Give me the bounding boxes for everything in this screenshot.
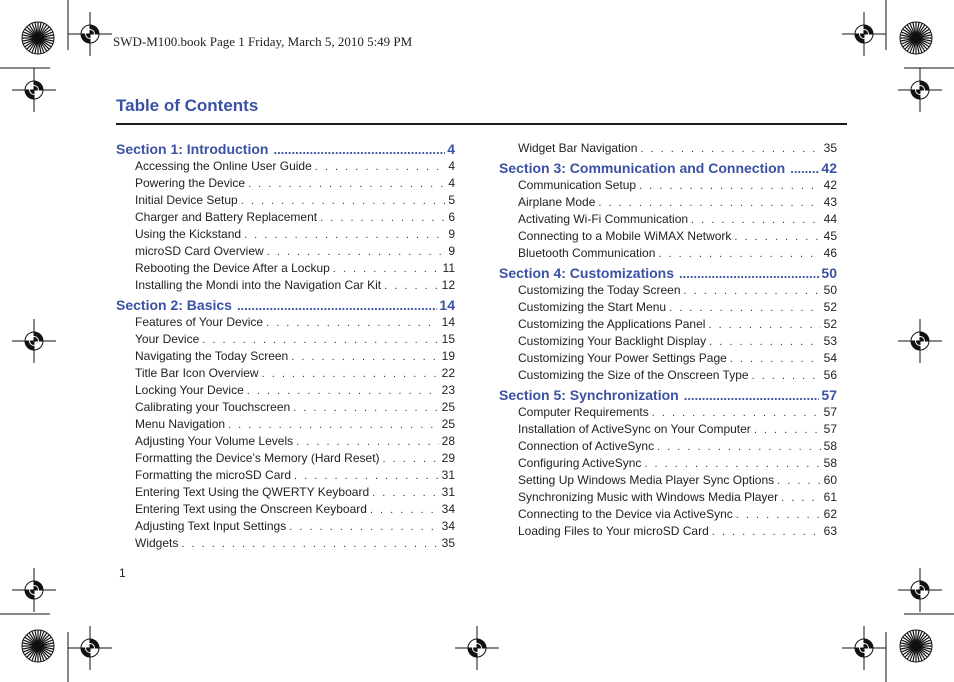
dot-leader: [289, 519, 438, 536]
toc-entry-link[interactable]: [499, 316, 837, 333]
dot-leader: [781, 490, 821, 507]
toc-entry-link[interactable]: [116, 484, 455, 501]
dot-leader: [657, 439, 821, 456]
toc-page-number: 14: [441, 315, 455, 329]
toc-entry-label: Customizing Your Backlight Display: [518, 334, 707, 348]
toc-entry-label: Bluetooth Communication: [518, 246, 656, 260]
dot-leader: [241, 193, 446, 210]
toc-entry-label: Installation of ActiveSync on Your Computer: [518, 422, 751, 436]
toc-entry-label: Widgets: [135, 536, 179, 550]
toc-entry-link[interactable]: [499, 228, 837, 245]
toc-page-number: 28: [441, 434, 455, 448]
dot-leader: [291, 349, 438, 366]
dot-leader: [315, 159, 446, 176]
toc-entry-label: Connecting to a Mobile WiMAX Network: [518, 229, 732, 243]
dot-leader: [708, 317, 820, 334]
toc-page-number: 63: [823, 524, 837, 538]
toc-entry-label: Powering the Device: [135, 176, 246, 190]
toc-page-number: 57: [821, 387, 837, 403]
toc-entry-label: Adjusting Your Volume Levels: [135, 434, 294, 448]
toc-page-number: 58: [823, 456, 837, 470]
toc-entry-label: Calibrating your Touchscreen: [135, 400, 291, 414]
title-rule: [116, 123, 847, 125]
toc-page-number: 42: [821, 160, 837, 176]
dot-leader: [247, 383, 439, 400]
toc-entry-label: Entering Text Using the QWERTY Keyboard: [135, 485, 370, 499]
toc-entry-link[interactable]: [116, 416, 455, 433]
toc-page-number: 9: [448, 244, 455, 258]
toc-page-number: 12: [441, 278, 455, 292]
toc-entry-link[interactable]: [499, 438, 837, 455]
toc-entry-link[interactable]: [499, 472, 837, 489]
toc-section-link[interactable]: [116, 140, 455, 158]
toc-entry-link[interactable]: [499, 282, 837, 299]
dot-leader: [372, 485, 439, 502]
toc-entry-link[interactable]: [499, 506, 837, 523]
toc-entry-label: Initial Device Setup: [135, 193, 238, 207]
toc-entry-label: Connection of ActiveSync: [518, 439, 655, 453]
toc-entry-link[interactable]: [499, 211, 837, 228]
toc-page-number: 61: [823, 490, 837, 504]
dot-leader: [658, 246, 820, 263]
dot-leader: [734, 229, 820, 246]
toc-entry-label: Widget Bar Navigation: [518, 141, 638, 155]
toc-page-number: 58: [823, 439, 837, 453]
toc-entry-label: Entering Text using the Onscreen Keyboard: [135, 502, 367, 516]
dot-leader: [370, 502, 439, 519]
toc-entry-link[interactable]: [116, 209, 455, 226]
page-number: 1: [119, 566, 126, 580]
toc-page-number: 53: [823, 334, 837, 348]
dot-leader: [679, 265, 819, 283]
toc-entry-link[interactable]: [116, 399, 455, 416]
toc-section-label: Section 1: Introduction: [116, 141, 269, 157]
toc-entry-label: Computer Requirements: [518, 405, 649, 419]
toc-section-label: Section 2: Basics: [116, 297, 232, 313]
dot-leader: [652, 405, 821, 422]
dot-leader: [736, 507, 821, 524]
toc-page-number: 62: [823, 507, 837, 521]
toc-entry-label: Customizing the Applications Panel: [518, 317, 706, 331]
toc-section-link[interactable]: [499, 159, 837, 177]
toc-section-link[interactable]: [116, 296, 455, 314]
dot-leader: [669, 300, 821, 317]
toc-page-number: 4: [448, 159, 455, 173]
dot-leader: [294, 468, 439, 485]
toc-page-number: 29: [441, 451, 455, 465]
toc-entry-link[interactable]: [116, 331, 455, 348]
toc-page-number: 42: [823, 178, 837, 192]
toc-page-number: 43: [823, 195, 837, 209]
print-header: SWD-M100.book Page 1 Friday, March 5, 2010 5:49 PM: [113, 34, 413, 49]
toc-entry-label: Customizing the Start Menu: [518, 300, 667, 314]
toc-entry-label: Locking Your Device: [135, 383, 244, 397]
dot-leader: [202, 332, 438, 349]
toc-left-column: [116, 140, 455, 552]
dot-leader: [640, 141, 820, 158]
dot-leader: [644, 456, 820, 473]
toc-section-label: Section 4: Customizations: [499, 265, 675, 281]
toc-page-number: 25: [441, 400, 455, 414]
toc-entry-link[interactable]: [116, 348, 455, 365]
dot-leader: [384, 278, 439, 295]
toc-entry-link[interactable]: [116, 226, 455, 243]
toc-page-number: 50: [823, 283, 837, 297]
toc-entry-link[interactable]: [499, 299, 837, 316]
toc-page-number: 14: [439, 297, 455, 313]
dot-leader: [598, 195, 820, 212]
toc-page-number: 4: [448, 176, 455, 190]
toc-entry-link[interactable]: [116, 175, 455, 192]
page-title: Table of Contents: [116, 96, 259, 115]
toc-entry-link[interactable]: [116, 365, 455, 382]
toc-entry-label: Connecting to the Device via ActiveSync: [518, 507, 733, 521]
dot-leader: [730, 351, 821, 368]
toc-entry-link[interactable]: [499, 367, 837, 384]
dot-leader: [181, 536, 438, 553]
toc-entry-label: Title Bar Icon Overview: [135, 366, 259, 380]
dot-leader: [684, 387, 820, 405]
dot-leader: [712, 524, 821, 541]
toc-page-number: 35: [823, 141, 837, 155]
toc-entry-label: Formatting the Device’s Memory (Hard Reset): [135, 451, 380, 465]
dot-leader: [262, 366, 439, 383]
toc-entry-link[interactable]: [116, 192, 455, 209]
toc-page-number: 31: [441, 485, 455, 499]
dot-leader: [639, 178, 821, 195]
dot-leader: [296, 434, 439, 451]
toc-entry-label: Customizing the Size of the Onscreen Type: [518, 368, 749, 382]
dot-leader: [333, 261, 440, 278]
dot-leader: [754, 422, 821, 439]
toc-page-number: 34: [441, 519, 455, 533]
toc-page-number: 46: [823, 246, 837, 260]
toc-entry-link[interactable]: [116, 158, 455, 175]
toc-section-label: Section 3: Communication and Connection: [499, 160, 786, 176]
toc-page-number: 54: [823, 351, 837, 365]
toc-entry-label: Synchronizing Music with Windows Media Player: [518, 490, 779, 504]
toc-page-number: 56: [823, 368, 837, 382]
toc-page-number: 31: [441, 468, 455, 482]
toc-entry-link[interactable]: [499, 421, 837, 438]
toc-entry-label: Using the Kickstand: [135, 227, 242, 241]
toc-section-link[interactable]: [499, 264, 837, 282]
toc-section-label: Section 5: Synchronization: [499, 387, 679, 403]
toc-entry-link[interactable]: [116, 314, 455, 331]
toc-entry-label: Formatting the microSD Card: [135, 468, 292, 482]
toc-entry-link[interactable]: [499, 333, 837, 350]
toc-entry-label: Your Device: [135, 332, 200, 346]
dot-leader: [266, 315, 439, 332]
toc-page-number: 25: [441, 417, 455, 431]
toc-entry-link[interactable]: [499, 523, 837, 540]
toc-page-number: 52: [823, 317, 837, 331]
toc-entry-label: Airplane Mode: [518, 195, 596, 209]
toc-entry-label: Rebooting the Device After a Lockup: [135, 261, 330, 275]
toc-entry-label: Menu Navigation: [135, 417, 226, 431]
toc-entry-link[interactable]: [116, 260, 455, 277]
toc-page-number: 11: [442, 261, 455, 275]
toc-section-link[interactable]: [499, 386, 837, 404]
toc-entry-link[interactable]: [116, 535, 455, 552]
toc-page-number: 44: [823, 212, 837, 226]
toc-page-number: 35: [441, 536, 455, 550]
toc-entry-label: Navigating the Today Screen: [135, 349, 289, 363]
toc-entry-link[interactable]: [116, 467, 455, 484]
dot-leader: [790, 160, 819, 178]
dot-leader: [709, 334, 821, 351]
toc-page-number: 22: [441, 366, 455, 380]
toc-entry-link[interactable]: [499, 489, 837, 506]
toc-entry-link[interactable]: [499, 350, 837, 367]
toc-entry-link[interactable]: [116, 243, 455, 260]
dot-leader: [267, 244, 446, 261]
toc-entry-link[interactable]: [116, 450, 455, 467]
toc-entry-link[interactable]: [116, 501, 455, 518]
dot-leader: [320, 210, 445, 227]
toc-page-number: 57: [823, 405, 837, 419]
toc-entry-link[interactable]: [499, 455, 837, 472]
toc-page-number: 4: [447, 141, 455, 157]
toc-entry-link[interactable]: [499, 404, 837, 421]
toc-page-number: 9: [448, 227, 455, 241]
toc-entry-link[interactable]: [499, 245, 837, 262]
toc-page-number: 45: [823, 229, 837, 243]
toc-entry-link[interactable]: [116, 518, 455, 535]
toc-entry-label: Installing the Mondi into the Navigation Car Kit: [135, 278, 382, 292]
dot-leader: [237, 297, 437, 315]
toc-entry-label: Setting Up Windows Media Player Sync Options: [518, 473, 775, 487]
toc-entry-link[interactable]: [499, 177, 837, 194]
toc-entry-link[interactable]: [116, 433, 455, 450]
toc-page-number: 57: [823, 422, 837, 436]
toc-page-number: 50: [821, 265, 837, 281]
toc-page-number: 15: [441, 332, 455, 346]
dot-leader: [691, 212, 821, 229]
toc-entry-label: Communication Setup: [518, 178, 637, 192]
toc-entry-label: Charger and Battery Replacement: [135, 210, 318, 224]
dot-leader: [383, 451, 439, 468]
toc-entry-label: microSD Card Overview: [135, 244, 264, 258]
toc-page-number: 60: [823, 473, 837, 487]
toc-entry-link[interactable]: [499, 140, 837, 157]
toc-entry-link[interactable]: [116, 382, 455, 399]
toc-page-number: 6: [448, 210, 455, 224]
toc-entry-label: Accessing the Online User Guide: [135, 159, 312, 173]
toc-entry-label: Customizing Your Power Settings Page: [518, 351, 727, 365]
toc-entry-label: Adjusting Text Input Settings: [135, 519, 287, 533]
toc-page-number: 52: [823, 300, 837, 314]
dot-leader: [777, 473, 821, 490]
toc-entry-label: Configuring ActiveSync: [518, 456, 642, 470]
toc-entry-link[interactable]: [499, 194, 837, 211]
toc-page-number: 19: [441, 349, 455, 363]
toc-entry-label: Loading Files to Your microSD Card: [518, 524, 709, 538]
toc-page-number: 34: [441, 502, 455, 516]
toc-entry-link[interactable]: [116, 277, 455, 294]
dot-leader: [752, 368, 821, 385]
toc-entry-label: Activating Wi-Fi Communication: [518, 212, 689, 226]
dot-leader: [273, 141, 445, 159]
toc-page-number: 5: [448, 193, 455, 207]
toc-right-column: [499, 140, 837, 540]
toc-page-number: 23: [441, 383, 455, 397]
toc-entry-label: Customizing the Today Screen: [518, 283, 681, 297]
dot-leader: [248, 176, 445, 193]
dot-leader: [244, 227, 445, 244]
toc-entry-label: Features of Your Device: [135, 315, 264, 329]
dot-leader: [228, 417, 439, 434]
dot-leader: [684, 283, 821, 300]
dot-leader: [293, 400, 438, 417]
